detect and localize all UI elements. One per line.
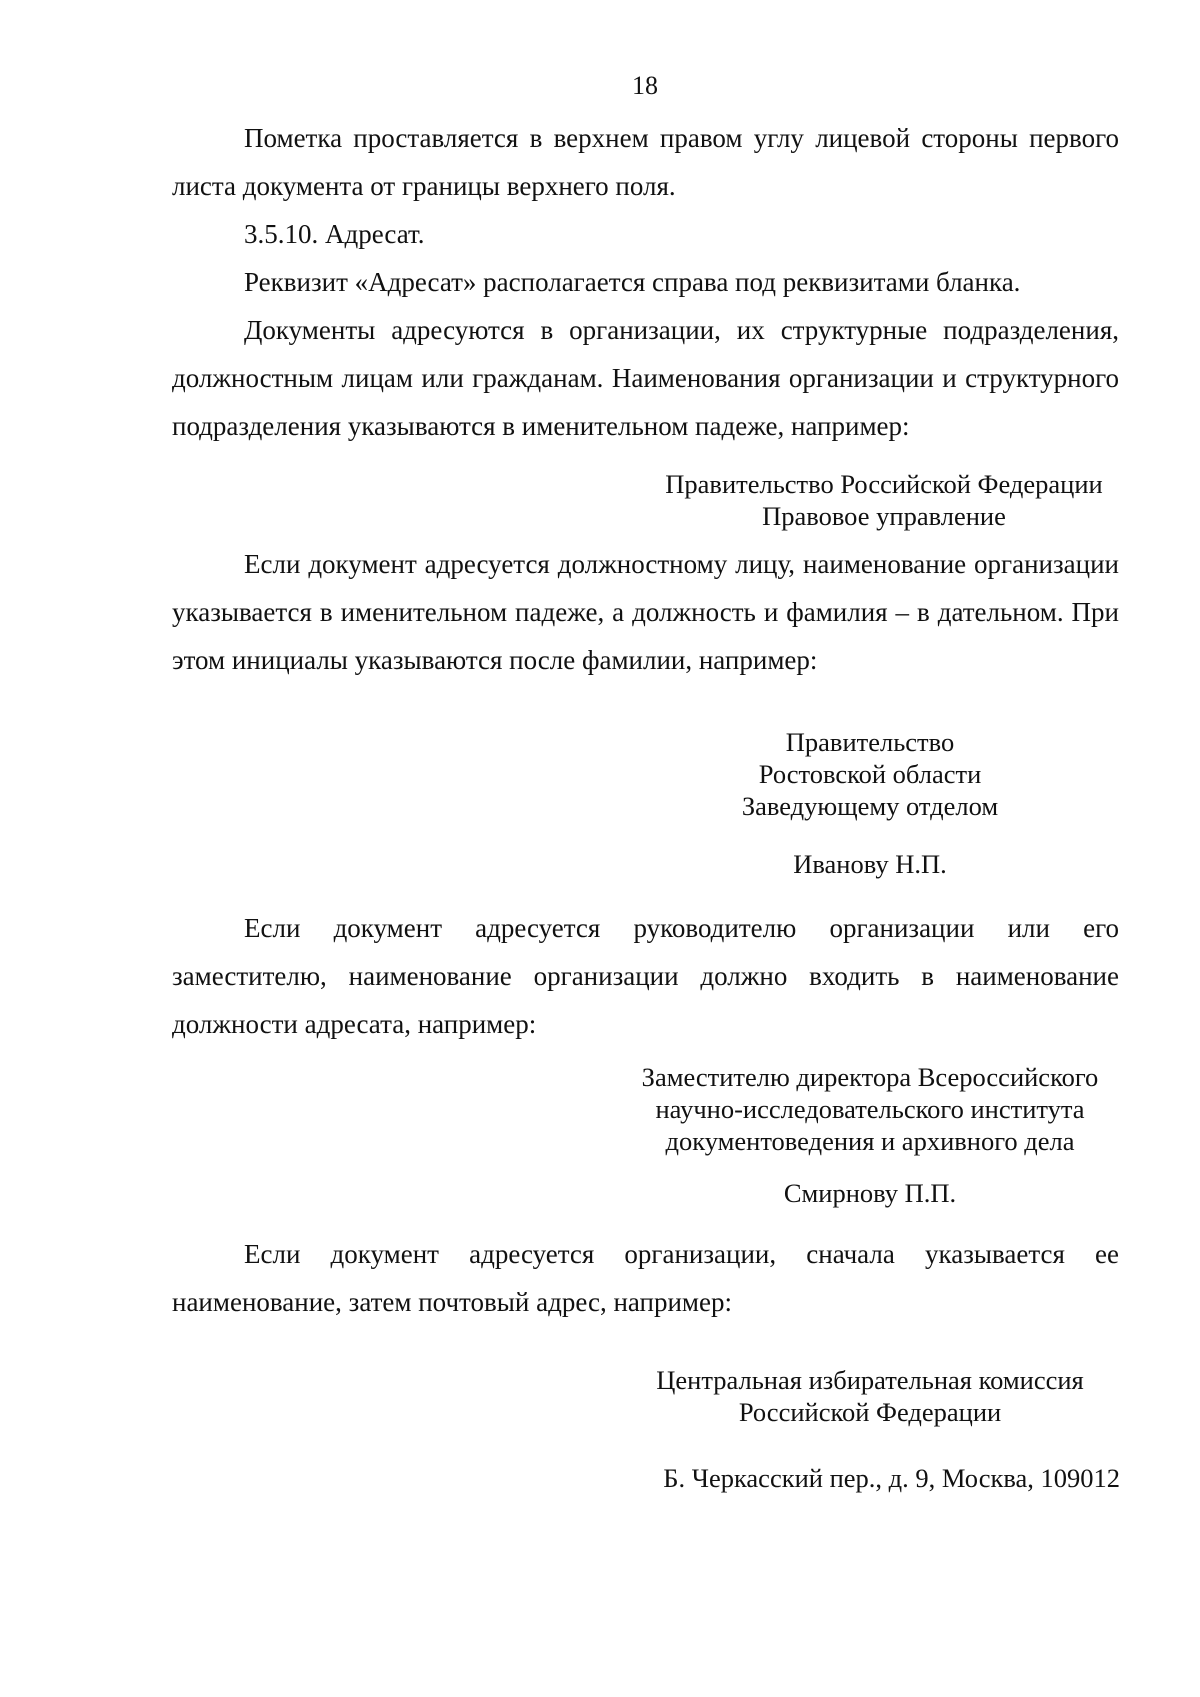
example-addressee-name: Иванову Н.П.: [793, 849, 947, 879]
example-postal-address: Б. Черкасский пер., д. 9, Москва, 109012: [663, 1463, 1120, 1493]
section-heading-addressee: 3.5.10. Адресат.: [244, 219, 425, 249]
example-addressee-deputy: [620, 1061, 1120, 1157]
example-addressee-organization: [620, 1364, 1120, 1428]
example-line: Ростовской области: [758, 759, 982, 789]
body-text-block-2: [172, 540, 1119, 684]
paragraph-official-addressee: Если документ адресуется должностному лицу, наименование организации указывается в именительном падеже, а должность и фамилия – в дательном. При этом инициалы указываются после фамилии, например:: [172, 549, 1119, 675]
paragraph-organization-addressee: Если документ адресуется организации, сначала указывается ее наименование, затем почтовый адрес, например:: [172, 1239, 1119, 1317]
body-text-block-4: [172, 1230, 1119, 1326]
example-line: документоведения и архивного дела: [665, 1126, 1075, 1156]
example-addressee-name: Смирнову П.П.: [783, 1178, 957, 1208]
paragraph-mark-placement: Пометка проставляется в верхнем правом углу лицевой стороны первого листа документа от границы верхнего поля.: [172, 123, 1119, 201]
paragraph-head-addressee: Если документ адресуется руководителю организации или его заместителю, наименование организации должно входить в наименование должности адресата, например:: [172, 913, 1119, 1039]
page-number: 18: [632, 71, 658, 100]
body-text-block-1: [172, 114, 1119, 450]
example-line: Правительство Российской Федерации: [665, 469, 1103, 499]
example-line: Правовое управление: [762, 501, 1006, 531]
example-line: Заместителю директора Всероссийского: [641, 1062, 1099, 1092]
example-line: Правительство: [785, 727, 955, 757]
example-line: научно-исследовательского института: [655, 1094, 1085, 1124]
example-line: Центральная избирательная комиссия: [656, 1365, 1084, 1395]
example-line: Заведующему отделом: [741, 791, 999, 821]
paragraph-addressee-position: Реквизит «Адресат» располагается справа под реквизитами бланка.: [244, 267, 1021, 297]
paragraph-addressing-rules: Документы адресуются в организации, их структурные подразделения, должностным лицам или гражданам. Наименования организации и структурного подразделения указываются в именительном падеже, например:: [172, 315, 1119, 441]
body-text-block-3: [172, 904, 1119, 1048]
example-line: Российской Федерации: [738, 1397, 1002, 1427]
example-addressee-government: [634, 468, 1134, 532]
example-addressee-official: [700, 726, 1040, 822]
